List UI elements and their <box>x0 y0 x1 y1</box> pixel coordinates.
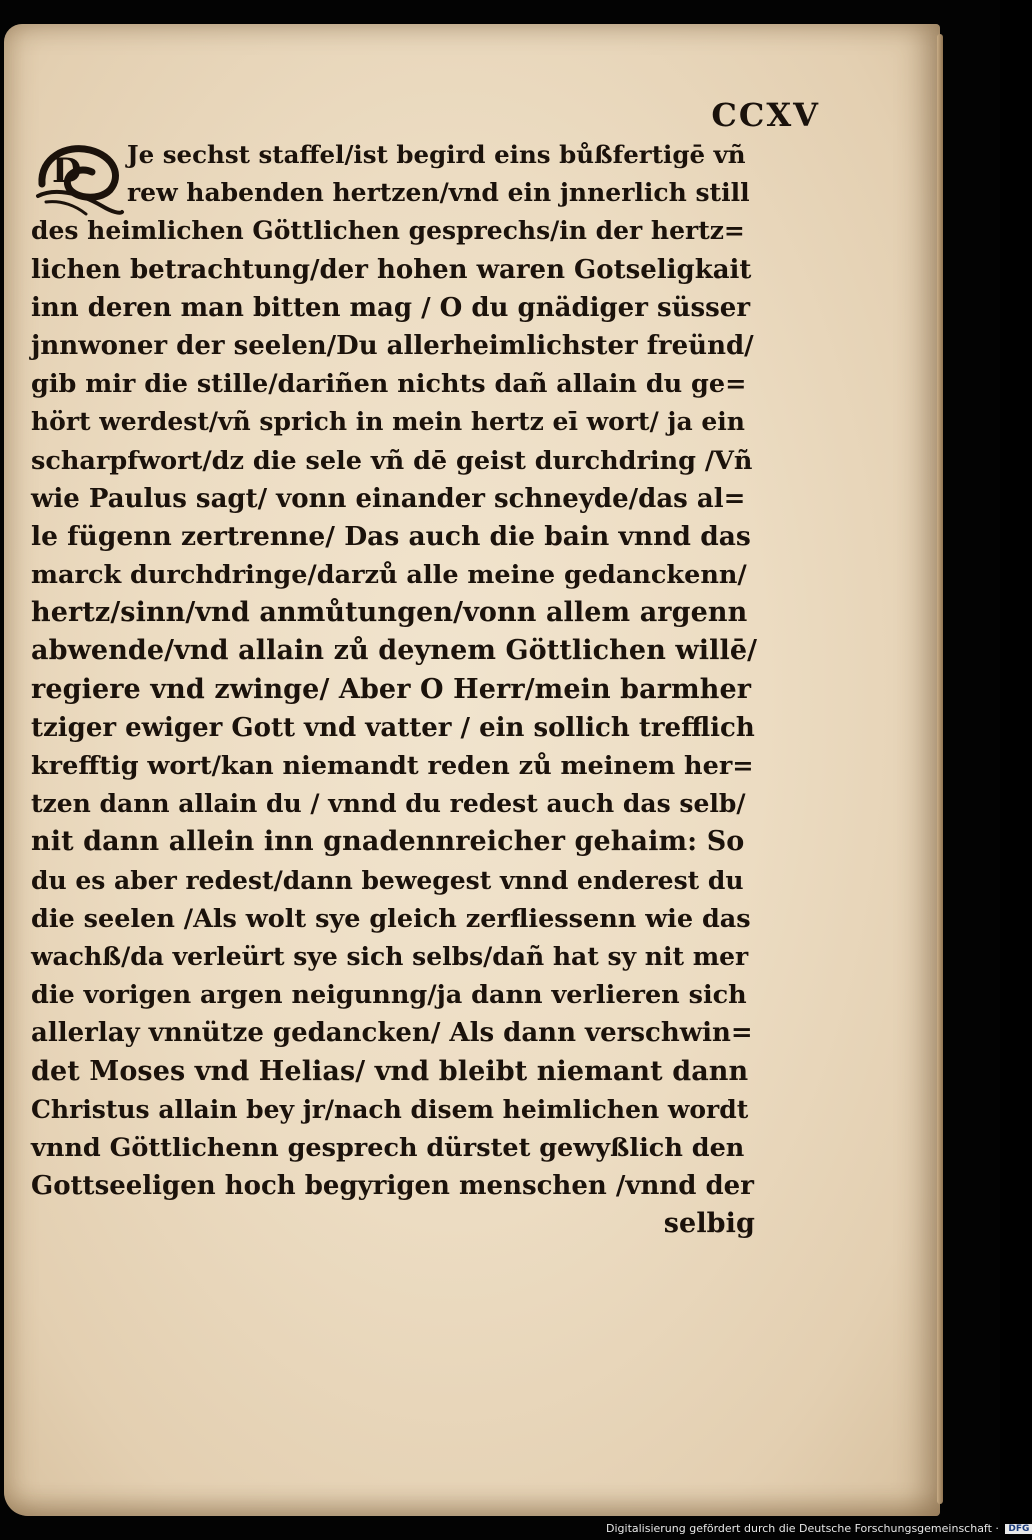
text-line: hört werdest/vñ sprich in mein hertz eī wort/ ja ein <box>31 407 745 437</box>
text-line: nit dann allein inn gnadennreicher gehaim: So <box>31 826 745 858</box>
text-line: jnnwoner der seelen/Du allerheimlichster freünd/ <box>31 330 754 361</box>
catchword: selbig <box>663 1208 755 1240</box>
footer-credit <box>606 1522 1032 1535</box>
text-line: Gottseeligen hoch begyrigen menschen /vnnd der <box>31 1171 754 1202</box>
text-line: marck durchdringe/darzů alle meine gedanckenn/ <box>31 560 747 591</box>
text-line: det Moses vnd Helias/ vnd bleibt niemant dann <box>31 1055 749 1087</box>
text-line: allerlay vnnütze gedancken/ Als dann verschwin= <box>31 1018 753 1049</box>
text-line: krefftig wort/kan niemandt reden zů meinem her= <box>31 751 754 781</box>
text-line: lichen betrachtung/der hohen waren Gotseligkait <box>31 254 752 285</box>
text-line: wachß/da verleürt sye sich selbs/dañ hat sy nit mer <box>31 941 749 971</box>
text-line: hertz/sinn/vnd anmůtungen/vonn allem argenn <box>31 597 748 629</box>
text-line: rew habenden hertzen/vnd ein jnnerlich still <box>127 178 750 208</box>
text-line: abwende/vnd allain zů deynem Göttlichen willē/ <box>31 635 758 667</box>
text-line: inn deren man bitten mag / O du gnädiger süsser <box>31 292 751 323</box>
text-block <box>31 136 761 1243</box>
text-line: Je sechst staffel/ist begird eins bůßfertigē vñ <box>127 140 746 169</box>
text-line: die seelen /Als wolt sye gleich zerfliessenn wie das <box>31 903 751 934</box>
text-line: vnnd Göttlichenn gesprech dürstet gewyßlich den <box>31 1132 745 1163</box>
text-line: Christus allain bey jr/nach disem heimlichen wordt <box>31 1094 749 1124</box>
initial-letter: D <box>52 151 82 191</box>
text-line: die vorigen argen neigunng/ja dann verlieren sich <box>31 980 747 1011</box>
text-line: scharpfwort/dz die sele vñ dē geist durchdring /Vñ <box>31 445 753 476</box>
text-line: regiere vnd zwinge/ Aber O Herr/mein barmher <box>31 673 752 705</box>
text-line: le fügenn zertrenne/ Das auch die bain vnnd das <box>31 520 751 552</box>
text-line: gib mir die stille/dariñen nichts dañ allain du ge= <box>31 369 747 400</box>
page-edge <box>937 34 943 1504</box>
text-line: des heimlichen Göttlichen gesprechs/in der hertz= <box>31 216 745 246</box>
text-line: du es aber redest/dann bewegest vnnd enderest du <box>31 865 744 895</box>
dfg-logo-icon: DFG <box>1005 1524 1032 1534</box>
folio-number: CCXV <box>711 96 820 134</box>
footer-text: Digitalisierung gefördert durch die Deutsche Forschungsgemeinschaft · <box>606 1522 999 1535</box>
text-line: wie Paulus sagt/ vonn einander schneyde/das al= <box>31 483 746 514</box>
text-line: tzen dann allain du / vnnd du redest auch das selb/ <box>31 789 746 819</box>
text-line: tziger ewiger Gott vnd vatter / ein sollich trefflich <box>31 712 755 743</box>
